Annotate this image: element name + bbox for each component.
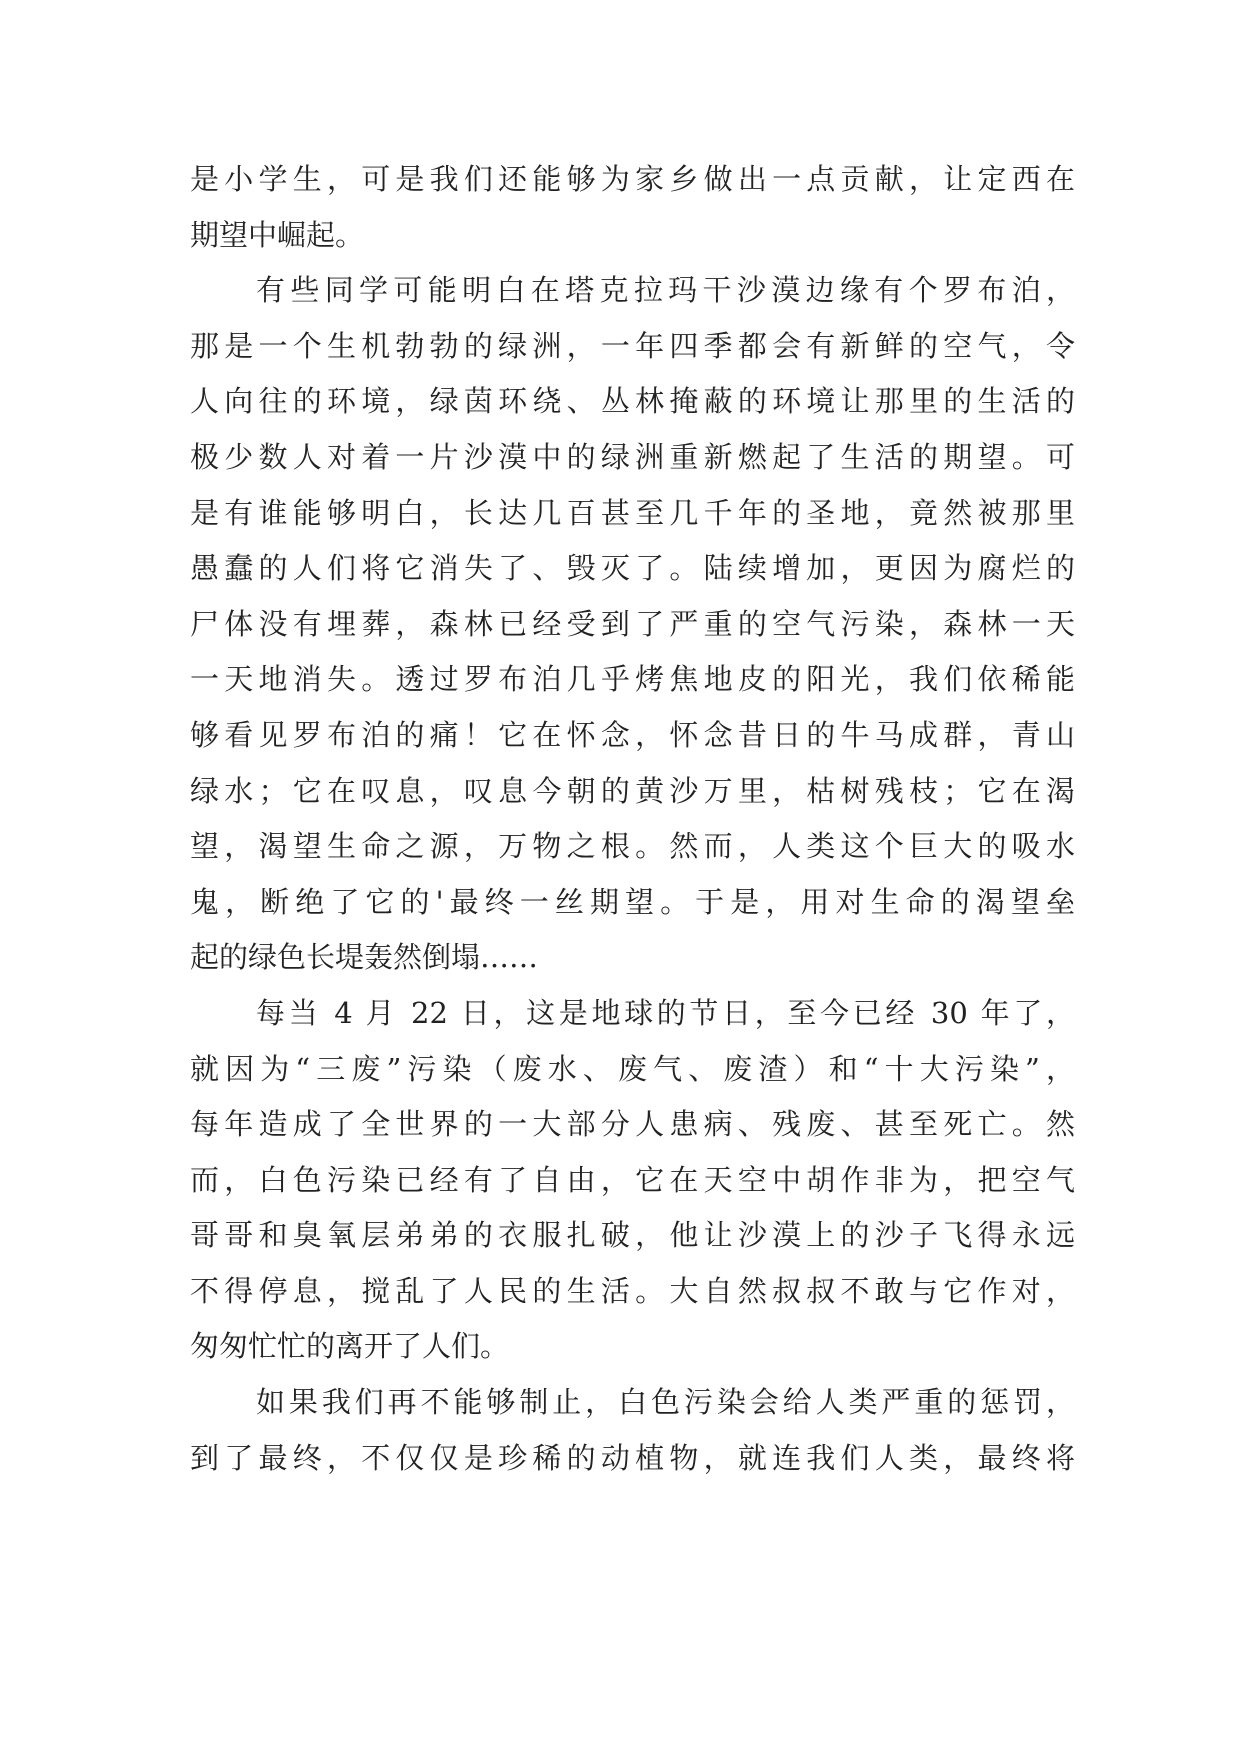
text-line: 是有谁能够明白，长达几百甚至几千年的圣地，竟然被那里: [190, 495, 1075, 530]
text-line: 尸体没有埋葬，森林已经受到了严重的空气污染，森林一天: [190, 606, 1075, 641]
text-line: 人向往的环境，绿茵环绕、丛林掩蔽的环境让那里的生活的: [190, 384, 1075, 419]
text-line: 如果我们再不能够制止，白色污染会给人类严重的惩罚，: [256, 1385, 1075, 1420]
text-line: 愚蠢的人们将它消失了、毁灭了。陆续增加，更因为腐烂的: [190, 551, 1075, 586]
text-line: 期望中崛起。: [190, 217, 365, 252]
text-line: 就因为“三废”污染（废水、废气、废渣）和“十大污染”，: [190, 1051, 1075, 1086]
text-line: 那是一个生机勃勃的绿洲，一年四季都会有新鲜的空气，令: [190, 328, 1075, 363]
text-line: 鬼，断绝了它的'最终一丝期望。于是，用对生命的渴望垒: [190, 884, 1075, 919]
document-body: [190, 152, 1075, 1486]
text-line: 一天地消失。透过罗布泊几乎烤焦地皮的阳光，我们依稀能: [190, 662, 1075, 697]
text-line: 极少数人对着一片沙漠中的绿洲重新燃起了生活的期望。可: [190, 439, 1075, 474]
text-line: 匆匆忙忙的离开了人们。: [190, 1329, 510, 1364]
text-line: 够看见罗布泊的痛！它在怀念，怀念昔日的牛马成群，青山: [190, 717, 1075, 752]
text-line: 每当 4 月 22 日，这是地球的节日，至今已经 30 年了，: [256, 995, 1075, 1030]
text-line: 哥哥和臭氧层弟弟的衣服扎破，他让沙漠上的沙子飞得永远: [190, 1218, 1075, 1253]
text-line: 而，白色污染已经有了自由，它在天空中胡作非为，把空气: [190, 1162, 1075, 1197]
text-line: 每年造成了全世界的一大部分人患病、残废、甚至死亡。然: [190, 1107, 1075, 1142]
text-line: 绿水；它在叹息，叹息今朝的黄沙万里，枯树残枝；它在渴: [190, 773, 1075, 808]
text-line: 起的绿色长堤轰然倒塌……: [190, 940, 539, 975]
text-line: 是小学生，可是我们还能够为家乡做出一点贡献，让定西在: [190, 162, 1075, 196]
text-line: 有些同学可能明白在塔克拉玛干沙漠边缘有个罗布泊，: [256, 273, 1075, 308]
text-line: 到了最终，不仅仅是珍稀的动植物，就连我们人类，最终将: [190, 1440, 1075, 1475]
text-line: 望，渴望生命之源，万物之根。然而，人类这个巨大的吸水: [190, 829, 1075, 864]
text-line: 不得停息，搅乱了人民的生活。大自然叔叔不敢与它作对，: [190, 1273, 1075, 1308]
